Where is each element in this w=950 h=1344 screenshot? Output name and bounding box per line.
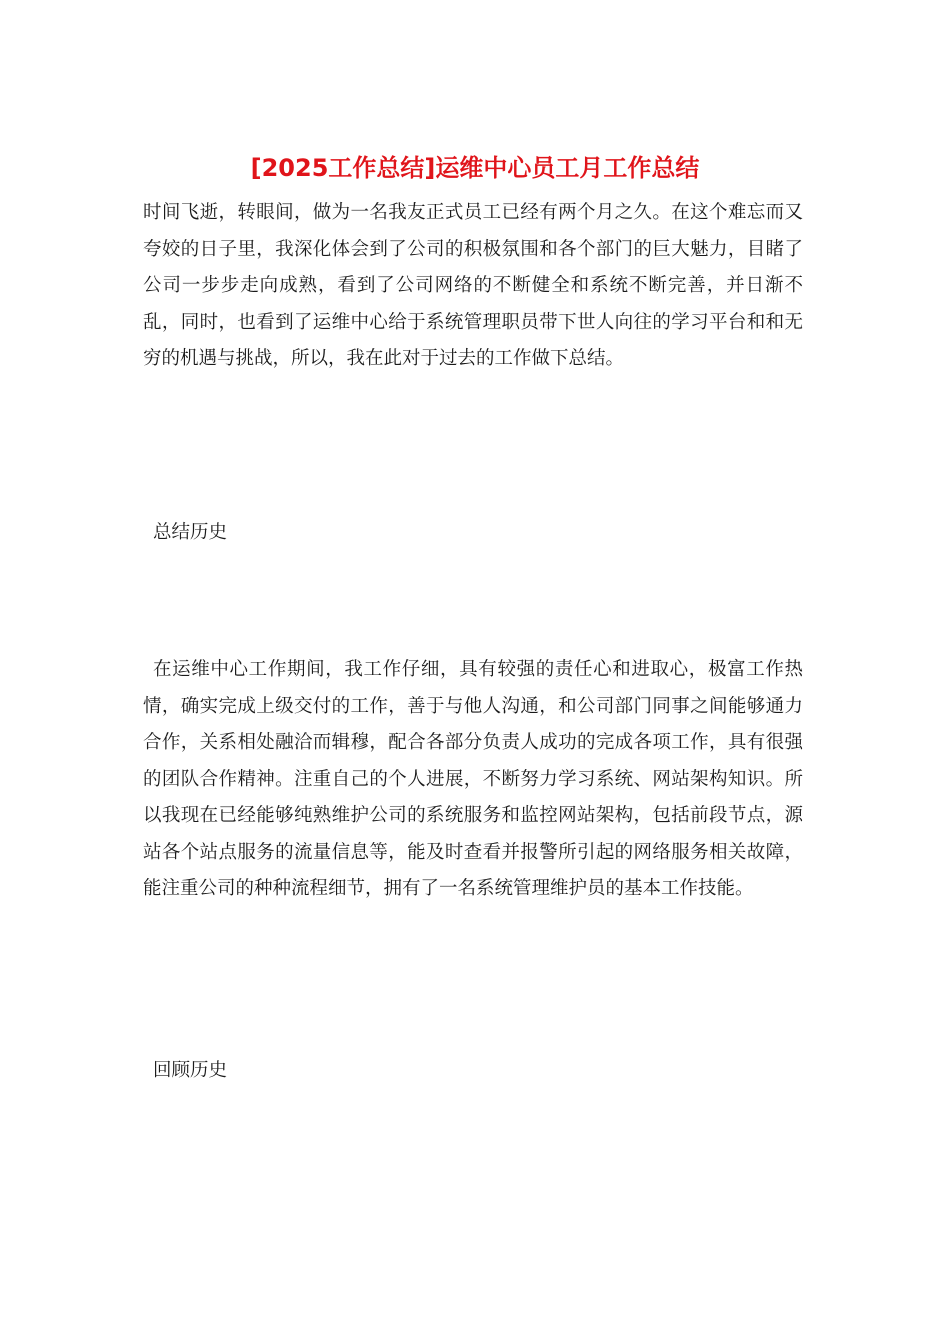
section-heading-summary: 总结历史 xyxy=(153,522,228,543)
section-summary-paragraph: 在运维中心工作期间，我工作仔细，具有较强的责任心和进取心，极富工作热情，确实完成上级交付的工作，善于与他人沟通，和公司部门同事之间能够通力合作，关系相处融洽而辑穆，配合各部分负责人成功的完成各项工作，具有很强的团队合作精神。注重自己的个人进展，不断努力学习系统、网站架构知识。所以我现在已经能够纯熟维护公司的系统服务和监控网站架构，包括前段节点，源站各个站点服务的流量信息等，能及时查看并报警所引起的网络服务相关故障，能注重公司的种种流程细节，拥有了一名系统管理维护员的基本工作技能。 xyxy=(143,659,803,899)
intro-paragraph: 时间飞逝，转眼间，做为一名我友正式员工已经有两个月之久。在这个难忘而又夸姣的日子里，我深化体会到了公司的积极氛围和各个部门的巨大魅力，目睹了公司一步步走向成熟，看到了公司网络的不断健全和系统不断完善，并日渐不乱，同时，也看到了运维中心给于系统管理职员带下世人向往的学习平台和和无穷的机遇与挑战，所以，我在此对于过去的工作做下总结。 xyxy=(143,202,803,369)
document-title: [2025工作总结]运维中心员工月工作总结 xyxy=(250,154,700,182)
section-heading-review: 回顾历史 xyxy=(153,1060,228,1081)
